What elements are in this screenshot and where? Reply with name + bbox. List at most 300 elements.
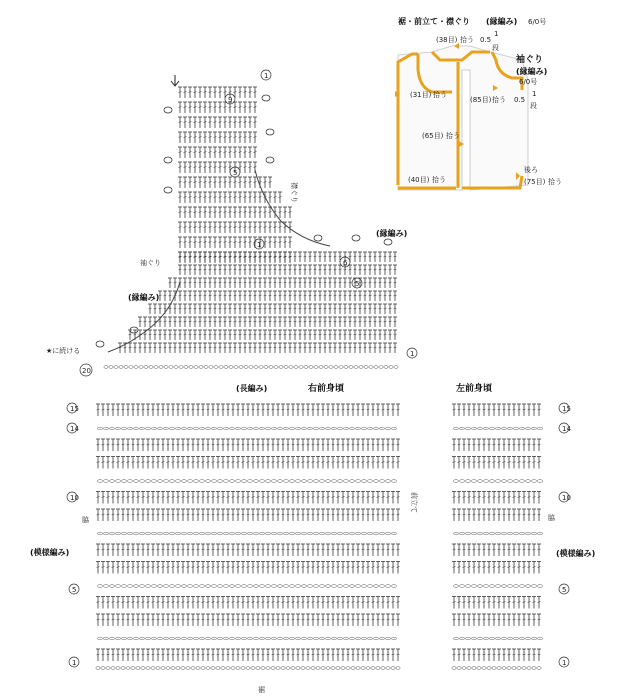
chain-stitch [114,366,118,369]
chain-stitch [337,427,342,430]
chain-stitch [361,585,366,588]
chain-stitch [373,480,378,483]
chain-stitch [343,585,348,588]
chain-stitch [124,366,128,369]
chain-stitch [246,667,250,670]
chain-stitch [259,480,264,483]
chain-stitch [103,585,108,588]
chain-stitch [361,667,365,670]
row-label-5: 5 [233,169,238,177]
left-front-title: 左前身頃 [456,384,493,394]
chain-stitch [286,667,290,670]
chain-stitch [131,667,135,670]
pick-40-suffix: 拾う [432,176,446,184]
chain-stitch [121,637,126,640]
chain-stitch [166,667,170,670]
chain-stitch [139,480,144,483]
pick-75: (75目) [524,178,546,186]
row-label-5-right: 5 [355,280,360,288]
chain-stitch [477,585,482,588]
armhole-method-label: (縁編み) [128,293,160,302]
chain-stitch [355,585,360,588]
chain-stitch [253,585,258,588]
chain-stitch [231,667,235,670]
chain-stitch [121,532,126,535]
chain-stitch [369,366,373,369]
chain-stitch [145,480,150,483]
chain-stitch [121,427,126,430]
picot-shell [96,341,104,347]
chain-stitch [151,637,156,640]
chain-stitch [241,637,246,640]
rf-row-1: 1 [72,659,77,667]
chain-stitch [277,637,282,640]
chain-stitch [385,585,390,588]
chain-stitch [337,637,342,640]
chain-stitch [336,667,340,670]
chain-stitch [169,532,174,535]
chain-stitch [313,532,318,535]
chain-stitch [145,585,150,588]
chain-stitch [265,427,270,430]
chain-stitch [175,637,180,640]
chain-stitch [211,532,216,535]
chain-stitch [459,585,464,588]
pick-38-suffix: 拾う [460,36,474,44]
chain-stitch [477,667,481,670]
chain-stitch [295,637,300,640]
chain-stitch [337,480,342,483]
chain-stitch [325,427,330,430]
chain-stitch [223,637,228,640]
picot-shell [266,129,274,135]
chain-stitch [343,532,348,535]
chain-stitch [519,637,524,640]
picot-shell [164,107,172,113]
chain-stitch [133,637,138,640]
row-label-1-mid: 1 [257,241,262,249]
chain-stitch [367,637,372,640]
chain-stitch [337,532,342,535]
chain-stitch [175,532,180,535]
chain-stitch [194,366,198,369]
chain-stitch [159,366,163,369]
chain-stitch [115,637,120,640]
chain-stitch [477,480,482,483]
chain-stitch [193,427,198,430]
chain-stitch [175,480,180,483]
chain-stitch [271,637,276,640]
chain-stitch [139,366,143,369]
chain-stitch [459,637,464,640]
chain-stitch [211,667,215,670]
chain-stitch [525,585,530,588]
chain-stitch [209,366,213,369]
chain-stitch [351,667,355,670]
chain-stitch [264,366,268,369]
chain-stitch [199,532,204,535]
chain-stitch [121,480,126,483]
val-1-top: 1 [494,30,499,38]
chain-stitch [459,480,464,483]
chain-stitch [339,366,343,369]
chain-stitch [477,532,482,535]
chain-stitch [259,532,264,535]
chain-stitch [379,532,384,535]
chain-stitch [472,667,476,670]
chain-stitch [537,637,542,640]
chain-stitch [471,532,476,535]
rf-pattern-label: (模様編み) [30,548,70,557]
chain-stitch [193,532,198,535]
chain-stitch [211,585,216,588]
chain-stitch [199,585,204,588]
chain-stitch [495,585,500,588]
chain-stitch [199,637,204,640]
chain-stitch [477,637,482,640]
chain-stitch [151,480,156,483]
chain-stitch [385,480,390,483]
chain-stitch [223,585,228,588]
chain-stitch [311,667,315,670]
chain-stitch [483,637,488,640]
pick-65: (65目) [422,132,444,140]
pick-65-suffix: 拾う [446,132,460,140]
chain-stitch [234,366,238,369]
chain-stitch [133,585,138,588]
chain-stitch [374,366,378,369]
chain-stitch [467,667,471,670]
chain-stitch [367,427,372,430]
chain-stitch [537,427,542,430]
chain-stitch [354,366,358,369]
chain-stitch [331,667,335,670]
chain-stitch [284,366,288,369]
chain-stitch [361,637,366,640]
chain-stitch [157,532,162,535]
chain-stitch [364,366,368,369]
lf-row-15: 15 [562,405,571,413]
chain-stitch [205,585,210,588]
chain-stitch [319,532,324,535]
chain-stitch [513,427,518,430]
chain-stitch [319,427,324,430]
chain-stitch [289,532,294,535]
chain-stitch [343,480,348,483]
chain-stitch [134,366,138,369]
chain-stitch [235,585,240,588]
chain-stitch [356,667,360,670]
chain-stitch [199,480,204,483]
chain-stitch [391,480,396,483]
chain-stitch [465,480,470,483]
rf-row-14: 14 [70,425,79,433]
chain-stitch [169,427,174,430]
chain-stitch [119,366,123,369]
chain-stitch [265,532,270,535]
chain-stitch [483,585,488,588]
chain-stitch [186,667,190,670]
chain-stitch [163,532,168,535]
chain-stitch [313,585,318,588]
chain-stitch [355,532,360,535]
chain-stitch [253,637,258,640]
chain-stitch [507,667,511,670]
chain-stitch [325,532,330,535]
chain-stitch [229,532,234,535]
chain-stitch [346,667,350,670]
chain-stitch [127,427,132,430]
chain-stitch [453,637,458,640]
chain-stitch [184,366,188,369]
chain-stitch [256,667,260,670]
chain-stitch [379,427,384,430]
chain-stitch [109,532,114,535]
chain-stitch [103,427,108,430]
chain-stitch [169,637,174,640]
chain-stitch [187,532,192,535]
chain-stitch [294,366,298,369]
chain-stitch [304,366,308,369]
chain-stitch [289,480,294,483]
chain-stitch [391,667,395,670]
chain-stitch [109,585,114,588]
chain-stitch [163,585,168,588]
chain-stitch [295,532,300,535]
chain-stitch [296,667,300,670]
chain-stitch [139,532,144,535]
chain-stitch [495,637,500,640]
chain-stitch [146,667,150,670]
chain-stitch [157,480,162,483]
chain-stitch [373,637,378,640]
chain-stitch [181,532,186,535]
chain-stitch [507,532,512,535]
chain-stitch [97,480,102,483]
chain-stitch [537,532,542,535]
chain-stitch [235,532,240,535]
chain-stitch [141,667,145,670]
chain-stitch [151,427,156,430]
chain-stitch [532,667,536,670]
chain-stitch [306,667,310,670]
val-05-top: 0.5 [480,36,492,44]
lf-row-14: 14 [562,425,571,433]
picot-shell [266,157,274,163]
chain-stitch [329,366,333,369]
chain-stitch [389,366,393,369]
chain-stitch [235,637,240,640]
chain-stitch [97,532,102,535]
chain-stitch [487,667,491,670]
chain-stitch [271,480,276,483]
chain-stitch [519,532,524,535]
rf-row-10: 10 [70,494,79,502]
chain-stitch [181,637,186,640]
dan-arm: 段 [530,102,537,110]
chain-stitch [175,427,180,430]
continue-note: ★に続ける [46,347,81,355]
chain-stitch [331,637,336,640]
chain-stitch [187,480,192,483]
chain-stitch [289,366,293,369]
chain-stitch [307,480,312,483]
back-label: 後ろ [524,166,538,174]
chain-stitch [376,667,380,670]
chain-stitch [483,532,488,535]
chain-stitch [379,585,384,588]
chain-stitch [223,480,228,483]
chain-stitch [214,366,218,369]
chain-stitch [489,532,494,535]
chain-stitch [187,637,192,640]
chain-stitch [391,637,396,640]
chain-stitch [247,637,252,640]
chain-stitch [276,667,280,670]
chain-stitch [109,366,113,369]
chain-stitch [512,667,516,670]
chain-stitch [139,427,144,430]
chain-stitch [517,667,521,670]
chain-stitch [373,532,378,535]
chain-stitch [139,585,144,588]
row-label-6: 6 [343,259,348,267]
chain-stitch [513,480,518,483]
chain-stitch [289,427,294,430]
chain-stitch [289,637,294,640]
chain-stitch [513,532,518,535]
lf-row-10: 10 [562,494,571,502]
chain-stitch [501,637,506,640]
chain-stitch [307,585,312,588]
chain-stitch [277,480,282,483]
chain-stitch [531,480,536,483]
chain-stitch [465,637,470,640]
chain-stitch [301,585,306,588]
chain-stitch [254,366,258,369]
chain-stitch [97,427,102,430]
chain-stitch [325,637,330,640]
chain-stitch [301,532,306,535]
chain-stitch [241,480,246,483]
chain-stitch [489,637,494,640]
chain-stitch [265,480,270,483]
chain-stitch [453,480,458,483]
chain-stitch [187,427,192,430]
chain-stitch [249,366,253,369]
chain-stitch [319,366,323,369]
chain-stitch [235,480,240,483]
chain-stitch [127,532,132,535]
chain-stitch [531,585,536,588]
lf-row-1: 1 [562,659,567,667]
row-label-1-bottom: 1 [410,350,415,358]
chain-stitch [221,667,225,670]
chain-stitch [101,667,105,670]
chain-stitch [116,667,120,670]
chain-stitch [217,637,222,640]
chain-stitch [283,637,288,640]
chain-stitch [181,585,186,588]
chain-stitch [271,532,276,535]
chain-stitch [283,427,288,430]
chain-stitch [291,667,295,670]
chain-stitch [265,637,270,640]
chain-stitch [115,532,120,535]
chain-stitch [331,585,336,588]
armhole-title: 袖ぐり [516,55,544,65]
rf-row-15: 15 [70,405,79,413]
chain-stitch [164,366,168,369]
chain-stitch [157,585,162,588]
chain-stitch [193,637,198,640]
chain-stitch [223,427,228,430]
chain-stitch [204,366,208,369]
chain-stitch [283,532,288,535]
chain-stitch [531,532,536,535]
chain-stitch [307,637,312,640]
chain-stitch [96,667,100,670]
chain-stitch [471,480,476,483]
chain-stitch [359,366,363,369]
chain-stitch [151,667,155,670]
chain-stitch [151,585,156,588]
chain-stitch [386,667,390,670]
chain-stitch [175,585,180,588]
chain-stitch [229,637,234,640]
lf-row-5: 5 [562,586,567,594]
chain-stitch [126,667,130,670]
chain-stitch [217,532,222,535]
chain-stitch [229,480,234,483]
chain-stitch [217,480,222,483]
chain-stitch [462,667,466,670]
chain-stitch [104,366,108,369]
chain-stitch [355,637,360,640]
rf-side-label: 脇 [82,516,89,524]
chain-stitch [367,480,372,483]
chain-stitch [385,427,390,430]
right-front-title: 右前身頃 [308,384,345,394]
chain-stitch [181,667,185,670]
picot-shell [314,235,322,241]
chain-stitch [247,532,252,535]
chain-stitch [253,532,258,535]
chain-stitch [361,532,366,535]
neckline-label: 襟ぐり [290,182,298,203]
chain-stitch [394,366,398,369]
chain-stitch [519,480,524,483]
chain-stitch [133,480,138,483]
chain-stitch [283,480,288,483]
chain-stitch [531,427,536,430]
row-label-20: 20 [82,367,91,375]
chain-stitch [459,427,464,430]
chain-stitch [241,532,246,535]
chain-stitch [355,427,360,430]
chain-stitch [379,480,384,483]
start-arrow [171,75,179,86]
chain-stitch [522,667,526,670]
chain-stitch [163,637,168,640]
chain-stitch [103,637,108,640]
chain-stitch [519,427,524,430]
chain-stitch [366,667,370,670]
chain-stitch [313,480,318,483]
pick-31: (31目) [410,91,432,99]
chain-stitch [217,427,222,430]
chain-stitch [379,366,383,369]
